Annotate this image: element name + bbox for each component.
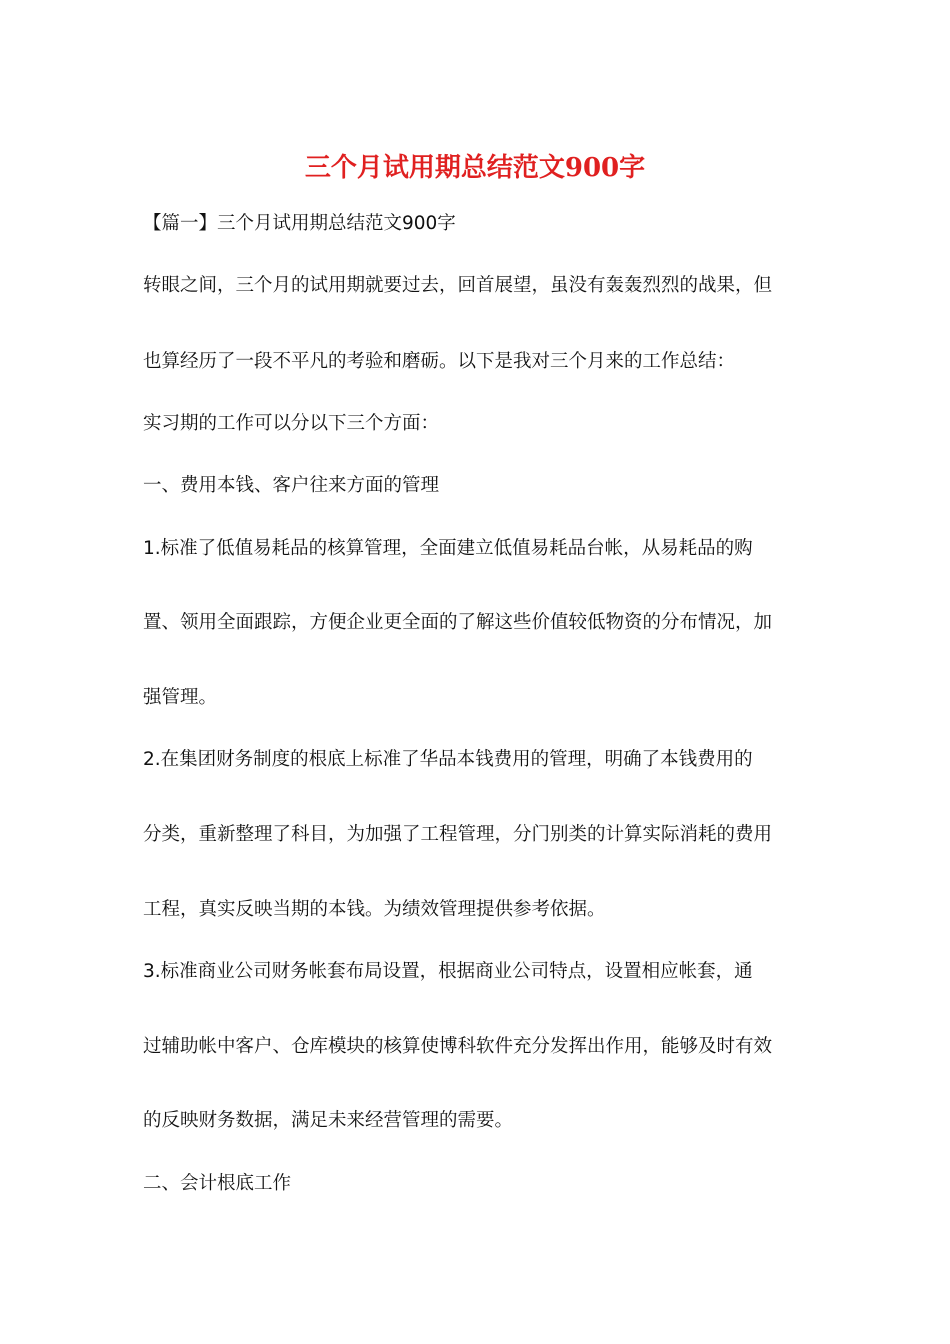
paragraph-6-line-2: 过辅助帐中客户、仓库模块的核算使博科软件充分发挥出作用，能够及时有效: [143, 1036, 773, 1057]
paragraph-1-line-1: 转眼之间，三个月的试用期就要过去，回首展望，虽没有轰轰烈烈的战果，但: [143, 275, 773, 296]
paragraph-1-line-2: 也算经历了一段不平凡的考验和磨砺。以下是我对三个月来的工作总结：: [143, 351, 736, 372]
paragraph-7-line-1: 二、会计根底工作: [143, 1173, 292, 1194]
paragraph-5-line-2: 分类，重新整理了科目，为加强了工程管理，分门别类的计算实际消耗的费用: [143, 824, 773, 845]
document-title: 三个月试用期总结范文900字: [304, 153, 646, 183]
paragraph-2-line-1: 实习期的工作可以分以下三个方面：: [143, 413, 440, 434]
paragraph-6-line-3: 的反映财务数据，满足未来经营管理的需要。: [143, 1110, 514, 1131]
paragraph-4-line-1: 1.标准了低值易耗品的核算管理，全面建立低值易耗品台帐，从易耗品的购: [143, 538, 753, 559]
paragraph-6-line-1: 3.标准商业公司财务帐套布局设置，根据商业公司特点，设置相应帐套，通: [143, 961, 753, 982]
paragraph-4-line-3: 强管理。: [143, 687, 218, 708]
paragraph-3-line-1: 一、费用本钱、客户往来方面的管理: [143, 475, 440, 496]
section-heading: 【篇一】三个月试用期总结范文900字: [143, 213, 456, 234]
paragraph-4-line-2: 置、领用全面跟踪，方便企业更全面的了解这些价值较低物资的分布情况，加: [143, 612, 773, 633]
paragraph-5-line-1: 2.在集团财务制度的根底上标准了华品本钱费用的管理，明确了本钱费用的: [143, 749, 753, 770]
paragraph-5-line-3: 工程，真实反映当期的本钱。为绩效管理提供参考依据。: [143, 899, 606, 920]
